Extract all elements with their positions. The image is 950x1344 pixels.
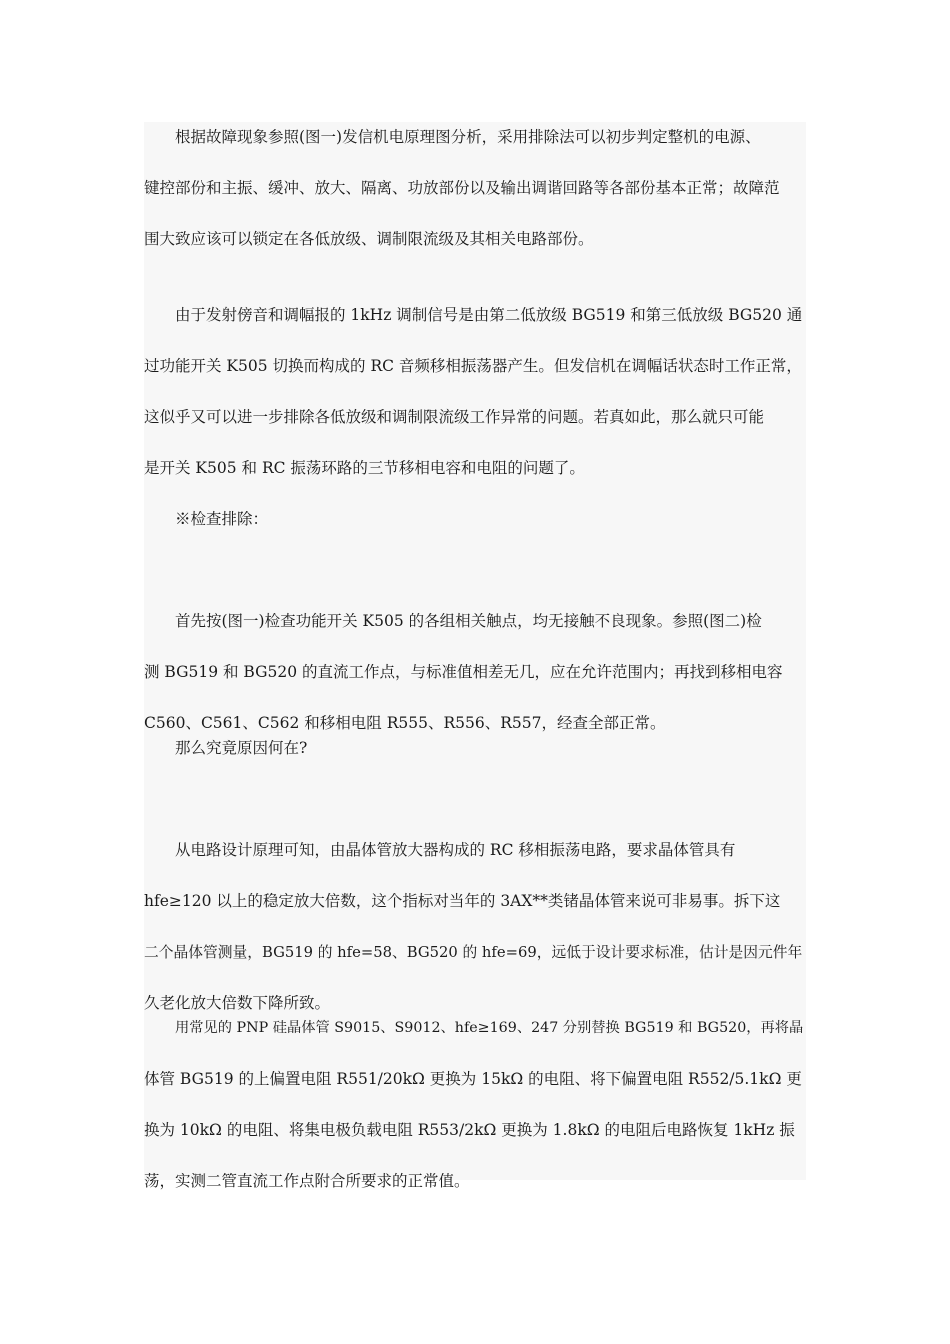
paragraph bbox=[144, 825, 806, 1029]
paragraph-line: 过功能开关 K505 切换而构成的 RC 音频移相振荡器产生。但发信机在调幅话状态时工作正常， bbox=[144, 357, 802, 375]
paragraph bbox=[144, 112, 806, 265]
paragraph-line: 用常见的 PNP 硅晶体管 S9015、S9012、hfe≥169、247 分别替换 BG519 和 BG520，再将晶 bbox=[175, 1020, 804, 1036]
paragraph bbox=[144, 1003, 806, 1207]
paragraph-line: 体管 BG519 的上偏置电阻 R551/20kΩ 更换为 15kΩ 的电阻、将下偏置电阻 R552/5.1kΩ 更 bbox=[144, 1070, 802, 1088]
paragraph-line: 换为 10kΩ 的电阻、将集电极负载电阻 R553/2kΩ 更换为 1.8kΩ 的电阻后电路恢复 1kHz 振 bbox=[144, 1121, 795, 1139]
paragraph-line: hfe≥120 以上的稳定放大倍数，这个指标对当年的 3AX**类锗晶体管来说可非易事。拆下这 bbox=[144, 892, 781, 910]
paragraph-line: 这似乎又可以进一步排除各低放级和调制限流级工作异常的问题。若真如此，那么就只可能 bbox=[144, 408, 765, 426]
paragraph-line: ※检查排除： bbox=[175, 510, 269, 528]
paragraph-line: 是开关 K505 和 RC 振荡环路的三节移相电容和电阻的问题了。 bbox=[144, 459, 585, 477]
paragraph bbox=[144, 290, 806, 494]
paragraph-line: 测 BG519 和 BG520 的直流工作点，与标准值相差无几，应在允许范围内；再找到移相电容 bbox=[144, 663, 783, 681]
paragraph-line: 根据故障现象参照(图一)发信机电原理图分析，采用排除法可以初步判定整机的电源、 bbox=[175, 128, 761, 146]
paragraph-line: 从电路设计原理可知，由晶体管放大器构成的 RC 移相振荡电路，要求晶体管具有 bbox=[175, 841, 736, 859]
paragraph bbox=[144, 494, 806, 545]
paragraph-line: 荡，实测二管直流工作点附合所要求的正常值。 bbox=[144, 1172, 470, 1190]
paragraph-line: 那么究竟原因何在? bbox=[175, 739, 308, 757]
paragraph-line: C560、C561、C562 和移相电阻 R555、R556、R557，经查全部正常。 bbox=[144, 714, 666, 732]
paragraph bbox=[144, 723, 806, 774]
paragraph-line: 二个晶体管测量，BG519 的 hfe=58、BG520 的 hfe=69，远低于设计要求标准，估计是因元件年 bbox=[144, 944, 803, 961]
paragraph-line: 围大致应该可以锁定在各低放级、调制限流级及其相关电路部份。 bbox=[144, 230, 594, 248]
paragraph-line: 久老化放大倍数下降所致。 bbox=[144, 994, 331, 1012]
paragraph-line: 首先按(图一)检查功能开关 K505 的各组相关触点，均无接触不良现象。参照(图二)检 bbox=[175, 612, 762, 630]
paragraph-line: 键控部份和主振、缓冲、放大、隔离、功放部份以及输出调谐回路等各部份基本正常；故障范 bbox=[144, 179, 780, 197]
paragraph-line: 由于发射傍音和调幅报的 1kHz 调制信号是由第二低放级 BG519 和第三低放级 BG520 通 bbox=[175, 306, 803, 324]
